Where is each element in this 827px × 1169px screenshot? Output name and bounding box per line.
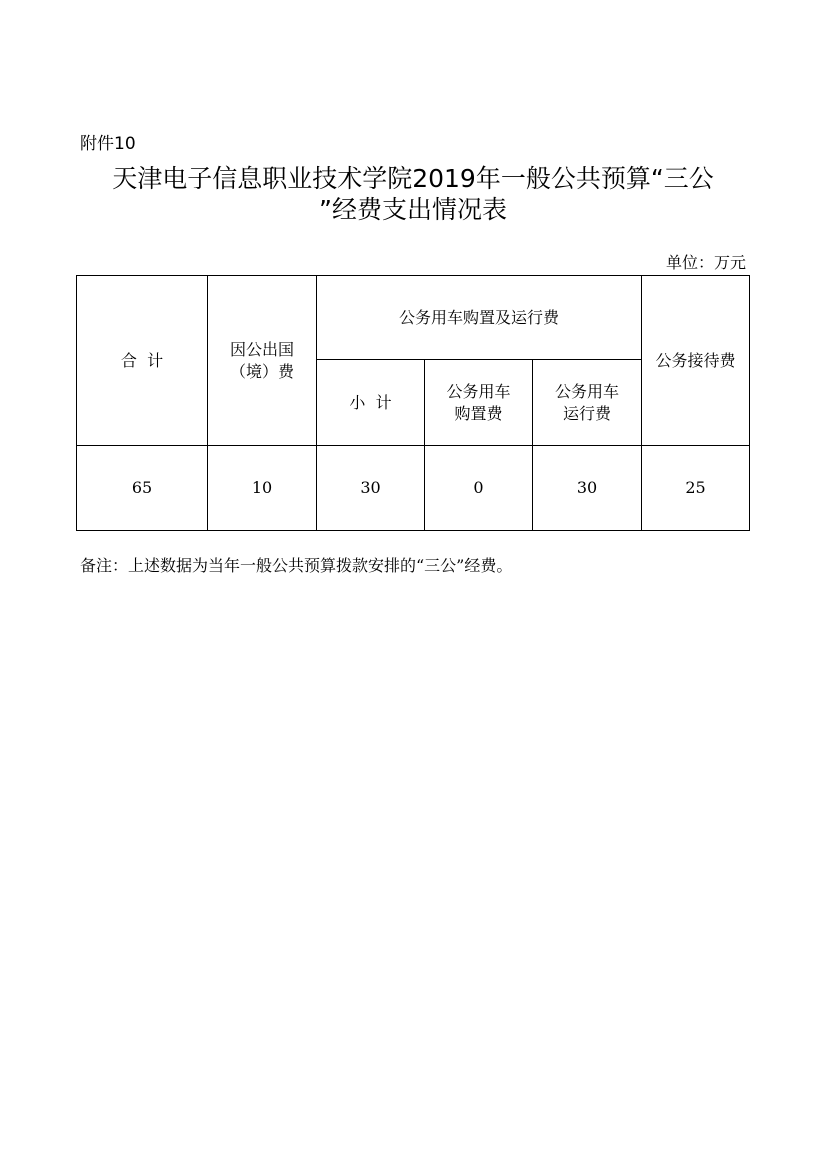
header-purchase-line-2: 购置费 — [454, 403, 503, 423]
header-vehicle-operation — [533, 360, 642, 446]
header-overseas — [208, 276, 317, 446]
title-line-2: ”经费支出情况表 — [319, 195, 507, 224]
value-vehicle-purchase: 0 — [425, 446, 533, 531]
header-row-1 — [77, 276, 750, 360]
header-purchase-line-1: 公务用车 — [446, 381, 511, 401]
value-reception: 25 — [642, 446, 750, 531]
header-vehicle-purchase — [425, 360, 533, 446]
value-subtotal: 30 — [317, 446, 425, 531]
attachment-label: 附件10 — [80, 134, 136, 154]
unit-label: 单位：万元 — [665, 253, 746, 272]
header-subtotal: 小 计 — [317, 360, 425, 446]
expense-table — [76, 275, 750, 531]
header-reception: 公务接待费 — [642, 276, 750, 446]
header-total: 合 计 — [77, 276, 208, 446]
header-vehicle-group: 公务用车购置及运行费 — [317, 276, 642, 360]
document-title — [80, 163, 746, 225]
value-overseas: 10 — [208, 446, 317, 531]
header-overseas-line-1: 因公出国 — [229, 339, 294, 359]
value-total: 65 — [77, 446, 208, 531]
footnote: 备注：上述数据为当年一般公共预算拨款安排的“三公”经费。 — [80, 556, 513, 575]
header-operation-line-2: 运行费 — [562, 403, 611, 423]
header-operation-line-1: 公务用车 — [554, 381, 619, 401]
header-overseas-line-2: （境）费 — [229, 361, 294, 381]
title-line-1: 天津电子信息职业技术学院2019年一般公共预算“三公 — [112, 164, 714, 193]
value-vehicle-operation: 30 — [533, 446, 642, 531]
data-row — [77, 446, 750, 531]
